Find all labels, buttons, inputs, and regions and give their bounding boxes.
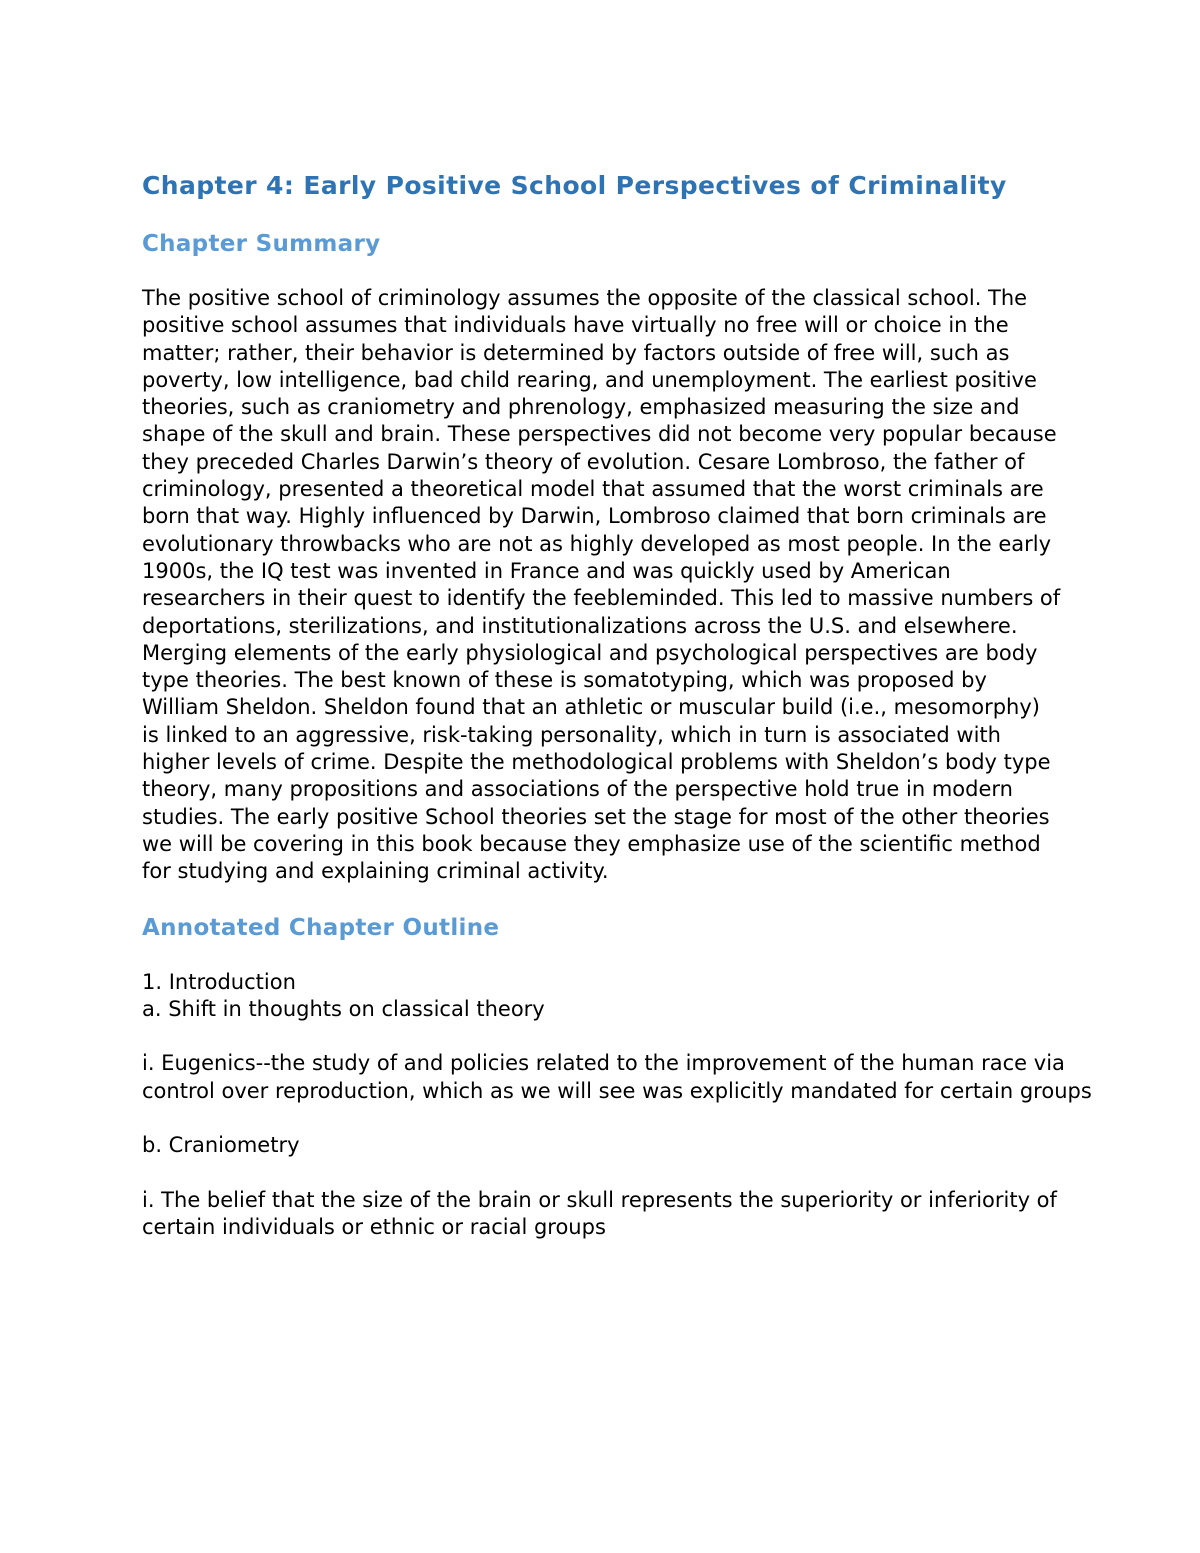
outline-item-craniometry-belief: i. The belief that the size of the brain or skull represents the superiority or inferiority of certain individuals or ethnic or racial groups [142,1187,1057,1240]
chapter-outline [142,969,1102,1242]
chapter-title: Chapter 4: Early Positive School Perspectives of Criminality [142,171,1007,200]
document-page [142,170,1102,1242]
outline-item-introduction: 1. Introduction [142,969,296,994]
summary-paragraph: The positive school of criminology assumes the opposite of the classical school. The positive school assumes that individuals have virtually no free will or choice in the matter; rather, their behavior is determined by factors outside of free will, such as poverty, low intelligence, bad child rearing, and unemployment. The earliest positive theories, such as craniometry and phrenology, emphasized measuring the size and shape of the skull and brain. These perspectives did not become very popular because they preceded Charles Darwin’s theory of evolution. Cesare Lombroso, the father of criminology, presented a theoretical model that assumed that the worst criminals are born that way. Highly influenced by Darwin, Lombroso claimed that born criminals are evolutionary throwbacks who are not as highly developed as most people. In the early 1900s, the IQ test was invented in France and was quickly used by American researchers in their quest to identify the feebleminded. This led to massive numbers of deportations, sterilizations, and institutionalizations across the U.S. and elsewhere. Merging elements of the early physiological and psychological perspectives are body type theories. The best known of these is somatotyping, which was proposed by William Sheldon. Sheldon found that an athletic or muscular build (i.e., mesomorphy) is linked to an aggressive, risk-taking personality, which in turn is associated with higher levels of crime. Despite the methodological problems with Sheldon’s body type theory, many propositions and associations of the perspective hold true in modern studies. The early positive School theories set the stage for most of the other theories we will be covering in this book because they emphasize use of the scientific method for studying and explaining criminal activity. [142,286,1061,884]
outline-heading: Annotated Chapter Outline [142,914,500,941]
outline-item-eugenics: i. Eugenics--the study of and policies related to the improvement of the human race via control over reproduction, which as we will see was explicitly mandated for certain groups [142,1051,1092,1103]
summary-heading: Chapter Summary [142,231,381,257]
outline-item-craniometry: b. Craniometry [142,1133,300,1158]
outline-item-shift-in-thoughts: a. Shift in thoughts on classical theory [142,996,545,1021]
